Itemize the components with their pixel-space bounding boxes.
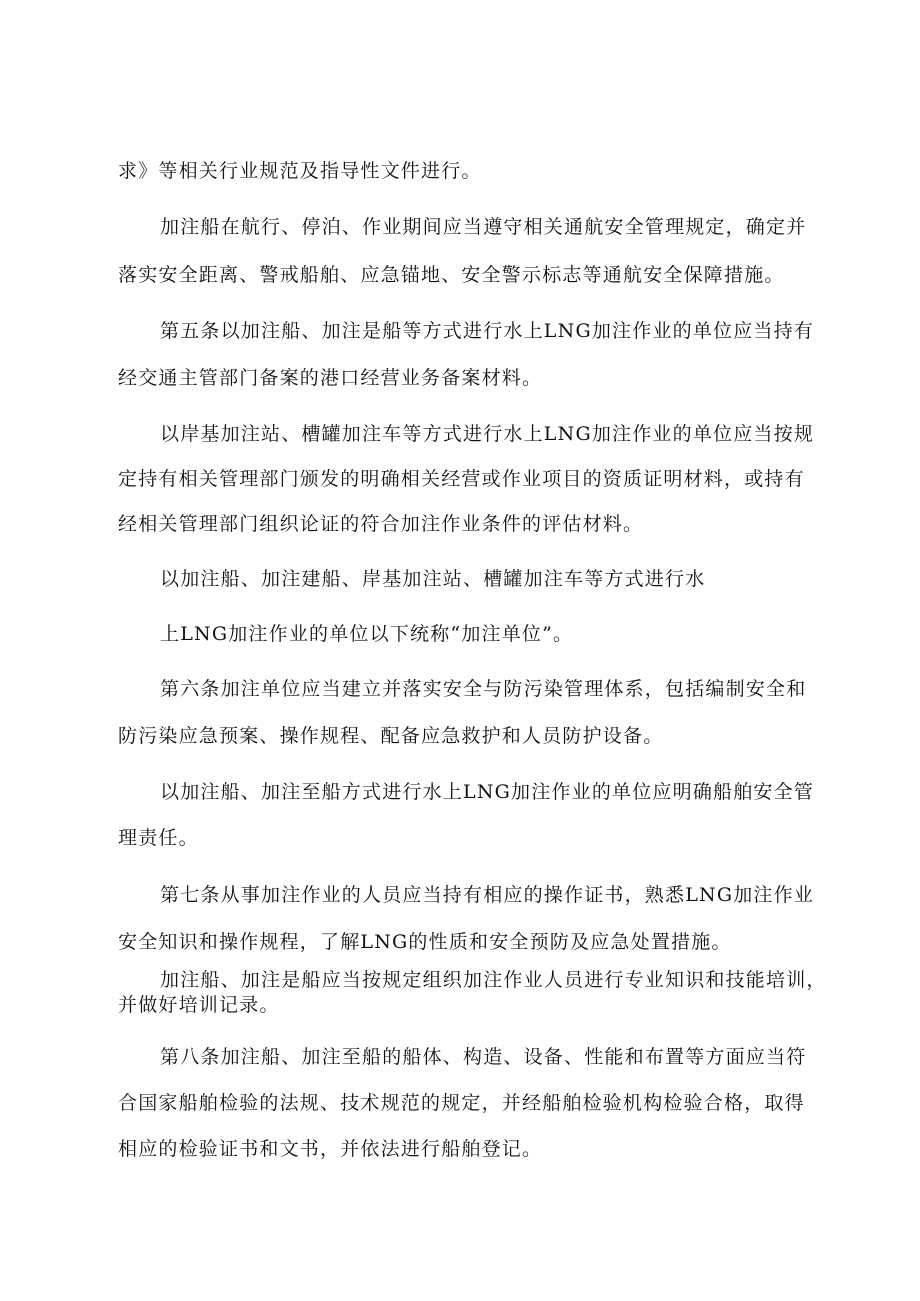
text-line: 落实安全距离、警戒船舶、应急锚地、安全警示标志等通航安全保障措施。 [118, 264, 785, 286]
text-line: 经交通主管部门备案的港口经营业务备案材料。 [118, 367, 543, 389]
text-line: 以加注船、加注建船、岸基加注站、槽罐加注车等方式进行水 [160, 568, 706, 590]
text-line: 理责任。 [118, 827, 199, 849]
text-line: 防污染应急预案、操作规程、配备应急救护和人员防护设备。 [118, 725, 664, 747]
text-line: 以岸基加注站、槽罐加注车等方式进行水上LNG加注作业的单位应当按规 [160, 423, 815, 445]
text-line: 以加注船、加注至船方式进行水上LNG加注作业的单位应明确船舶安全管 [160, 781, 815, 803]
text-line: 第七条从事加注作业的人员应当持有相应的操作证书，熟悉LNG加注作业 [160, 884, 815, 906]
text-line: 第五条以加注船、加注是船等方式进行水上LNG加注作业的单位应当持有 [160, 320, 815, 342]
text-line: 加注船在航行、停泊、作业期间应当遵守相关通航安全管理规定，确定并 [160, 216, 807, 238]
text-line: 相应的检验证书和文书，并依法进行船舶登记。 [118, 1138, 543, 1160]
text-line: 第六条加注单位应当建立并落实安全与防污染管理体系，包括编制安全和 [160, 678, 807, 700]
text-line: 经相关管理部门组织论证的符合加注作业条件的评估材料。 [118, 513, 644, 535]
text-line: 定持有相关管理部门颁发的明确相关经营或作业项目的资质证明材料，或持有 [118, 468, 805, 490]
text-line: 安全知识和操作规程，了解LNG的性质和安全预防及应急处置措施。 [118, 931, 732, 953]
text-line: 合国家船舶检验的法规、技术规范的规定，并经船舶检验机构检验合格，取得 [118, 1092, 805, 1114]
text-line: 并做好培训记录。 [118, 994, 280, 1016]
text-line: 求》等相关行业规范及指导性文件进行。 [118, 160, 482, 182]
text-line: 上LNG加注作业的单位以下统称“加注单位”。 [160, 623, 574, 645]
text-line: 第八条加注船、加注至船的船体、构造、设备、性能和布置等方面应当符 [160, 1046, 807, 1068]
text-line: 加注船、加注是船应当按规定组织加注作业人员进行专业知识和技能培训， [160, 969, 827, 991]
